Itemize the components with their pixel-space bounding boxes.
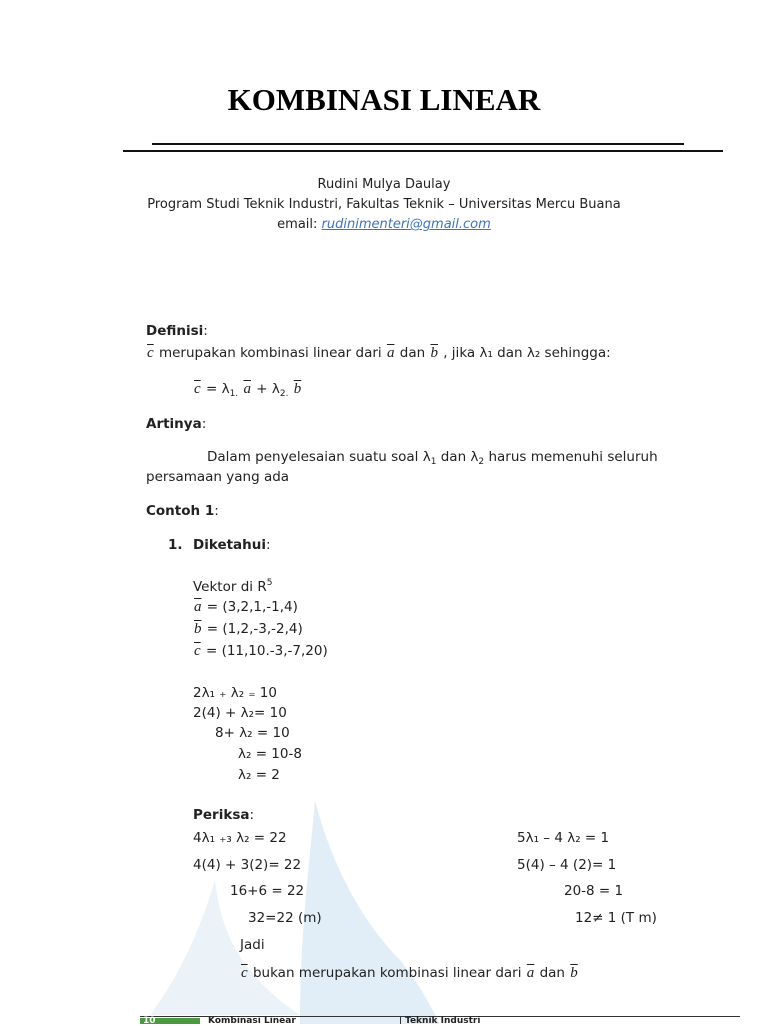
- equation-1: 2λ₁ ₊ λ₂ ₌ 10: [193, 685, 277, 701]
- vector-b: $\overline{b}$: [570, 965, 578, 981]
- equation-3: 8+ λ₂ = 10: [215, 725, 290, 741]
- vector-b: $\overline{b}$: [430, 345, 438, 361]
- email-line: [0, 217, 768, 232]
- author-name: Rudini Mulya Daulay: [317, 177, 451, 192]
- conclusion: $\overline{c}$ bukan merupakan kombinasi linear dari $\overline{a}$ dan $\overline{b}$: [241, 965, 578, 981]
- definisi-statement: $\overline{c}$ merupakan kombinasi linear dari $\overline{a}$ dan $\overline{b}$ , jika λ₁ dan λ₂ sehingga:: [147, 345, 611, 361]
- vector-c: $\overline{c}$: [241, 965, 248, 981]
- check-left-3: 16+6 = 22: [230, 883, 305, 899]
- equation-5: λ₂ = 2: [238, 767, 280, 783]
- contoh-heading: Contoh 1:: [146, 503, 219, 519]
- equation-4: λ₂ = 10-8: [238, 746, 302, 762]
- vector-a: $\overline{a}$: [386, 345, 395, 361]
- email-label: email:: [277, 217, 322, 232]
- affiliation: Program Studi Teknik Industri, Fakultas Teknik – Universitas Mercu Buana: [147, 197, 621, 212]
- title-rule-top: [152, 143, 684, 145]
- artinya-line-1: Dalam penyelesaian suatu soal $\lambda_1$ dan $\lambda_2$ harus memenuhi seluruh: [207, 449, 658, 467]
- vector-b: $\overline{b}$: [293, 381, 302, 397]
- footer-divider: [400, 1016, 401, 1024]
- vector-b-definition: $\overline{b} = (1,2,-3,-2,4)$: [194, 621, 303, 637]
- artinya-line-2: persamaan yang ada: [146, 469, 290, 485]
- footer-left-text: Kombinasi Linear: [208, 1016, 296, 1026]
- definisi-heading: Definisi:: [146, 323, 208, 339]
- vector-c-definition: $\overline{c} = (11,10.-3,-7,20)$: [194, 643, 328, 659]
- definisi-formula: $\overline{c} = \lambda_{1.}$ $\overline{a} + \lambda_{2.}$ $\overline{b}$: [194, 381, 302, 399]
- vector-a: $\overline{a}$: [243, 381, 251, 397]
- vector-c: $\overline{c}$: [194, 643, 201, 659]
- check-right-2: 5(4) – 4 (2)= 1: [517, 857, 617, 873]
- title-rule-bottom: [123, 150, 723, 152]
- diketahui-heading: Diketahui:: [193, 537, 271, 553]
- footer-right-text: Teknik Industri: [405, 1016, 481, 1026]
- vektor-label: Vektor di $R^5$: [193, 578, 273, 595]
- equation-2: 2(4) + λ₂= 10: [193, 705, 287, 721]
- check-left-2: 4(4) + 3(2)= 22: [193, 857, 302, 873]
- vector-c: $\overline{c}$: [147, 345, 154, 361]
- document-title: KOMBINASI LINEAR: [227, 82, 541, 117]
- vector-c: $\overline{c}$: [194, 381, 201, 397]
- item-number: 1.: [168, 537, 183, 553]
- check-right-4: 12≠ 1 (T m): [575, 910, 657, 926]
- vector-a: $\overline{a}$: [194, 599, 202, 615]
- email-link[interactable]: rudinimenteri@gmail.com: [321, 217, 491, 232]
- check-right-1: 5λ₁ – 4 λ₂ = 1: [517, 830, 610, 846]
- check-right-3: 20-8 = 1: [564, 883, 624, 899]
- artinya-heading: Artinya:: [146, 416, 207, 432]
- jadi-label: Jadi: [240, 937, 265, 953]
- footer-page-number: 10: [143, 1016, 156, 1026]
- vector-a-definition: $\overline{a} = (3,2,1,-1,4)$: [194, 599, 298, 615]
- check-left-1: 4λ₁ ₊₃ λ₂ = 22: [193, 830, 287, 846]
- vector-b: $\overline{b}$: [194, 621, 202, 637]
- vector-a: $\overline{a}$: [526, 965, 535, 981]
- periksa-heading: Periksa:: [193, 807, 255, 823]
- check-left-4: 32=22 (m): [248, 910, 322, 926]
